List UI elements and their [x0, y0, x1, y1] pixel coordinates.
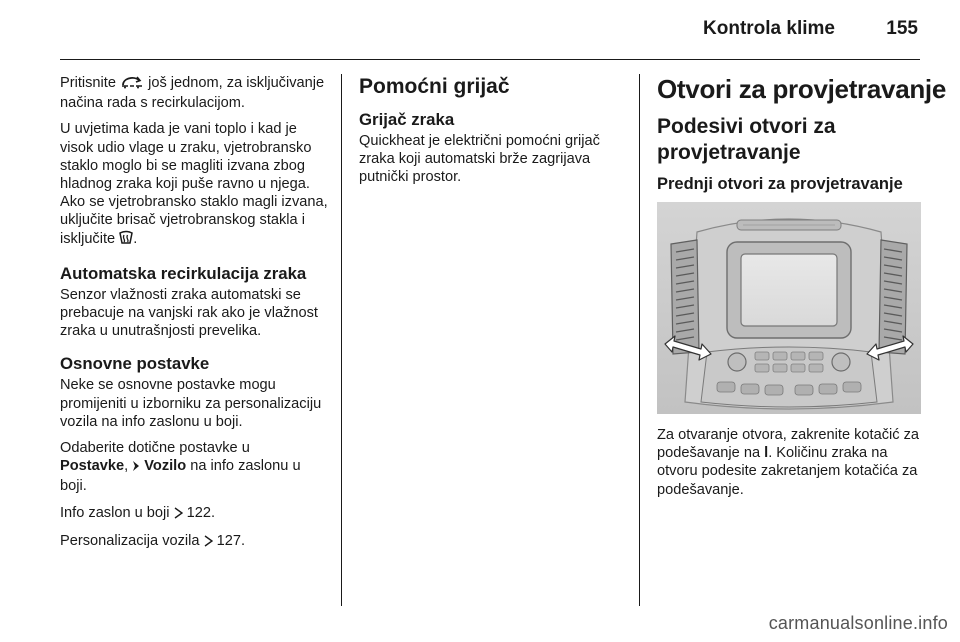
arrow-right-icon — [132, 459, 140, 477]
paragraph-vent-instructions: Za otvaranje otvora, zakrenite kotačić za podešavanje na l. Količinu zraka na otvoru podesite zakretanjem kotačića za podešavanje. — [657, 427, 920, 498]
heading-air-heater: Grijač zraka — [359, 110, 455, 129]
paragraph-select-settings: Odaberite dotične postavke u Postavke, Vozilo na info zaslonu u boji. — [60, 440, 301, 495]
windscreen-heating-icon — [119, 230, 133, 250]
heading-adjustable-vents: Podesivi otvori za provjetravanje — [657, 115, 836, 164]
paragraph-auto-recirculation: Senzor vlažnosti zraka automatski se prebacuje na vanjski rak ako je vlažnost zraka u unutrašnjosti prevelika. — [60, 286, 318, 340]
page-reference-icon — [204, 534, 213, 552]
heading-air-vents: Otvori za provjetravanje — [657, 74, 947, 104]
column-2 — [359, 74, 627, 195]
paragraph-fogging: U uvjetima kada je vani toplo i kad je visok udio vlage u zraku, vjetrobransko staklo moglo bi se magliti izvana zbog hladnog zraka koji puše ravno u njega. Ako se vjetrobransko staklo magli izvana, uključite brisač vjetrobranskog stakla i isključite . — [60, 120, 328, 249]
paragraph-recirculation-off: Pritisnite još jednom, za isključivanje načina rada s recirkulacijom. — [60, 75, 325, 112]
heading-auxiliary-heater: Pomoćni grijač — [359, 75, 510, 98]
header-rule — [60, 59, 920, 60]
heading-front-vents: Prednji otvori za provjetravanje — [657, 175, 903, 193]
open-position-symbol: l — [764, 445, 769, 462]
section-title: Kontrola klime — [703, 18, 835, 39]
column-divider-2 — [639, 74, 640, 606]
dashboard-vents-illustration — [657, 202, 921, 414]
paragraph-ref-info-display: Info zaslon u boji 122. — [60, 504, 328, 524]
column-divider-1 — [341, 74, 342, 606]
paragraph-ref-personalization: Personalizacija vozila 127. — [60, 532, 328, 552]
paragraph-quickheat: Quickheat je električni pomoćni grijač zraka koji automatski brže zagrijava putnički prostor. — [359, 133, 600, 186]
watermark: carmanualsonline.info — [768, 613, 948, 633]
heading-auto-recirculation: Automatska recirkulacija zraka — [60, 263, 307, 283]
heading-basic-settings: Osnovne postavke — [60, 354, 210, 374]
column-1 — [60, 74, 328, 560]
page-header — [0, 0, 960, 60]
paragraph-basic-settings: Neke se osnovne postavke mogu promijeniti u izborniku za personalizaciju vozila na info zaslonu u boji. — [60, 377, 322, 430]
column-3 — [657, 74, 947, 507]
recirculation-icon — [120, 75, 144, 94]
page-number: 155 — [886, 18, 918, 39]
page-reference-icon — [174, 506, 183, 524]
